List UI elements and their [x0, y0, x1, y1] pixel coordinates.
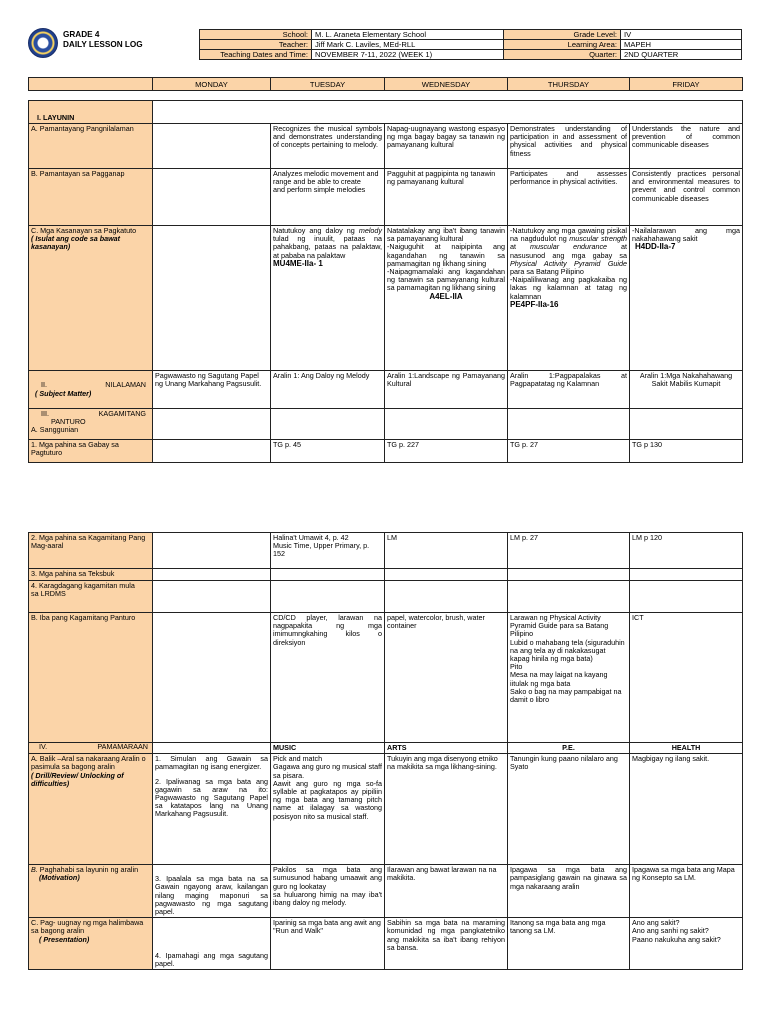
cell-monday — [153, 754, 271, 865]
kagamitang-label: KAGAMITANG — [98, 409, 146, 418]
cell-tuesday — [271, 409, 385, 440]
cell-thursday: Itanong sa mga bata ang mga tanong sa LM. — [508, 918, 630, 970]
school-value: M. L. Araneta Elementary School — [312, 30, 504, 40]
row-label-mga-kasanayan — [29, 226, 153, 371]
cell-friday — [630, 409, 743, 440]
cell-monday — [153, 124, 271, 169]
pag-uugnay-label: C. Pag- uugnay ng mga halimbawa sa bagong aralin — [31, 918, 144, 936]
kasanayan-thu-text-4: para sa Batang Pilipino -Naipaliliwanag ang pagkakaiba ng lakas ng kalamnan at tatag ng kalamnan — [510, 267, 627, 301]
subject-pe: P.E. — [508, 743, 630, 754]
balik-aral-note: ( Drill/Review/ Unlocking of difficulties) — [31, 770, 124, 788]
cell-thursday — [508, 226, 630, 371]
cell-tuesday: Iparinig sa mga bata ang awit ang "Run and Walk" — [271, 918, 385, 970]
cell-wednesday — [385, 409, 508, 440]
kagamitang-label-2: PANTURO — [51, 417, 86, 427]
quarter-value: 2ND QUARTER — [621, 50, 742, 60]
subject-music: MUSIC — [271, 743, 385, 754]
cell-monday: 3. Ipaalala sa mga bata na sa Gawain ngayong araw, kailangan nilang maging maponuri sa pagwawasto ng mga sagutang papel. — [153, 865, 271, 918]
grade-level-value: IV — [621, 30, 742, 40]
pag-uugnay-note: ( Presentation) — [39, 934, 90, 944]
cell-friday — [630, 569, 743, 581]
cell-tuesday — [271, 226, 385, 371]
day-wednesday: WEDNESDAY — [385, 78, 508, 91]
row-label-kagamitang-pang-mag-aaral: 2. Mga pahina sa Kagamitang Pang Mag-aaral — [29, 533, 153, 569]
kagamitang-num: III. — [41, 409, 49, 418]
kasanayan-note: ( Isulat ang code sa bawat kasanayan) — [31, 234, 121, 252]
row-label-nilalaman — [29, 371, 153, 409]
days-corner — [29, 78, 153, 91]
pamamaraan-num: IV. — [39, 742, 48, 751]
cell-wednesday: Ilarawan ang bawat larawan na na makikita. — [385, 865, 508, 918]
cell-monday: 4. Ipamahagi ang mga sagutang papel. — [153, 918, 271, 970]
kasanayan-thu-strength: muscular strength — [569, 234, 627, 244]
row-label-balik-aral — [29, 754, 153, 865]
kasanayan-wed-text: Natatalakay ang iba't ibang tanawin sa pamayanang kultural -Naiguguhit at naipipinta ang kagandahan ng tanawin sa pamamagitan ng likhang sining -Naipagmamalaki ang kagandahan ng tanawin sa pamayanang kultural sa pamamagitan ng likhang sining — [387, 226, 505, 293]
cell-friday: TG p 130 — [630, 440, 743, 463]
cell-wednesday: Napag-uugnayang wastong espasyo ng mga bagay bagay sa tanawin ng pamayanang kultural — [385, 124, 508, 169]
cell-wednesday — [385, 569, 508, 581]
cell-thursday: Ipagawa sa mga bata ang pampasiglang gawain na ginawa sa mga nakaraang aralin — [508, 865, 630, 918]
cell-friday: Consistently practices personal and environmental measures to prevent and control common communicable diseases — [630, 169, 743, 226]
cell-monday — [153, 569, 271, 581]
cell-monday — [153, 226, 271, 371]
kasanayan-thu-text: -Natutukoy ang mga gawaing pisikal na nagdudulot ng — [510, 226, 627, 244]
cell-monday: Pagwawasto ng Sagutang Papel ng Unang Markahang Pagsusulit. — [153, 371, 271, 409]
cell-tuesday: Pakilos sa mga bata ang sumusunod habang umaawit ang guro ng lookatay sa huluarong himig na may iba't ibang daloy ng melody. — [271, 865, 385, 918]
sanggunian-label: A. Sanggunian — [31, 425, 79, 435]
cell-tuesday: Aralin 1: Ang Daloy ng Melody — [271, 371, 385, 409]
cell-tuesday: Analyzes melodic movement and range and be able to create and perform simple melodies — [271, 169, 385, 226]
cell-thursday — [508, 569, 630, 581]
cell-wednesday: LM — [385, 533, 508, 569]
cell-tuesday: Pick and match Gagawa ang guro ng musical staff sa pisara. Aawit ang guro ng mga so-fa syllable at pagkatapos ay pipiliin ng mga bata ang tamang pitch name at ilalagay sa wastong posisyon nito sa musical staff. — [271, 754, 385, 865]
nilalaman-num: II. — [41, 380, 47, 390]
cell-friday: ICT — [630, 613, 743, 743]
cell-monday — [153, 409, 271, 440]
monday-step-1: 1. Simulan ang Gawain sa pamamagitan ng isang energizer. — [155, 754, 268, 772]
cell-wednesday: papel, watercolor, brush, water container — [385, 613, 508, 743]
cell-wednesday: Aralin 1:Landscape ng Pamayanang Kultural — [385, 371, 508, 409]
deped-seal — [28, 28, 58, 58]
kasanayan-tue-melody: melody — [358, 226, 382, 235]
code-tuesday: MU4ME-IIa- 1 — [273, 258, 323, 268]
monday-step-2: 2. Ipaliwanag sa mga bata ang gagawin sa araw na ito: Pagwawasto ng Sagutang Papel sa katatapos lang na Unang Markahang Pagsusulit. — [155, 776, 268, 819]
paghahabi-note: (Motivation) — [39, 873, 80, 883]
learning-area-label: Learning Area: — [504, 40, 621, 50]
row-label-pag-uugnay — [29, 918, 153, 970]
cell-monday — [153, 533, 271, 569]
cell-friday: LM p 120 — [630, 533, 743, 569]
row-label-pamantayan-sa-pagganap: B. Pamantayan sa Pagganap — [29, 169, 153, 226]
subject-health: HEALTH — [630, 743, 743, 754]
cell-wednesday: Tukuyin ang mga disenyong etniko na makikita sa mga likhang-sining. — [385, 754, 508, 865]
code-thursday: PE4PF-IIa-16 — [510, 299, 559, 309]
row-label-pamantayang-pangnilalaman: A. Pamantayang Pangnilalaman — [29, 124, 153, 169]
cell-thursday: Participates and assesses performance in physical activities. — [508, 169, 630, 226]
row-label-paghahabi — [29, 865, 153, 918]
cell-tuesday — [271, 581, 385, 613]
kasanayan-thu-pyramid: Physical Activity Pyramid Guide — [510, 258, 627, 268]
cell-monday — [153, 581, 271, 613]
cell-thursday: TG p. 27 — [508, 440, 630, 463]
kasanayan-label: C. Mga Kasanayan sa Pagkatuto — [31, 226, 137, 235]
cell-tuesday: TG p. 45 — [271, 440, 385, 463]
day-friday: FRIDAY — [630, 78, 743, 91]
cell-monday — [153, 743, 271, 754]
log-title: DAILY LESSON LOG — [63, 40, 143, 49]
cell-thursday: Demonstrates understanding of participation in and assessment of physical activities and physical fitness — [508, 124, 630, 169]
cell-friday: Ano ang sakit? Ano ang sanhi ng sakit? Paano nakukuha ang sakit? — [630, 918, 743, 970]
cell-thursday: Larawan ng Physical Activity Pyramid Guide para sa Batang Pilipino Lubid o mahabang tela (siguraduhin na ang tela ay di nakakasugat kapag hinila ng mga bata) Pito Mesa na may laigat na kayang iitulak ng mga bata Sako o bag na may pampabigat na damit o libro — [508, 613, 630, 743]
row-label-iba-pang-kagamitan: B. Iba pang Kagamitang Panturo — [29, 613, 153, 743]
header-info-table — [199, 29, 742, 60]
kasanayan-thu-text-2: at — [510, 242, 530, 252]
cell-monday — [153, 613, 271, 743]
cell-friday: Aralin 1:Mga Nakahahawang Sakit Mabilis Kumapit — [630, 371, 743, 409]
row-label-pamamaraan — [29, 743, 153, 754]
cell-tuesday — [271, 569, 385, 581]
teacher-value: Jiff Mark C. Laviles, MEd-RLL — [312, 40, 504, 50]
cell-monday — [153, 440, 271, 463]
grade-level-label: Grade Level: — [504, 30, 621, 40]
layunin-blank — [153, 101, 743, 124]
day-monday: MONDAY — [153, 78, 271, 91]
cell-thursday: LM p. 27 — [508, 533, 630, 569]
teacher-label: Teacher: — [200, 40, 312, 50]
kasanayan-tue-text: Natutukoy ang daloy ng — [273, 226, 359, 235]
cell-tuesday: CD/CD player, larawan na nagpapakita ng mga imimumngkahing kilos o direksiyon — [271, 613, 385, 743]
cell-thursday — [508, 409, 630, 440]
cell-thursday: Tanungin kung paano nilalaro ang Syato — [508, 754, 630, 865]
lesson-plan-table-1 — [28, 100, 743, 463]
dates-value: NOVEMBER 7-11, 2022 (WEEK 1) — [312, 50, 504, 60]
cell-wednesday — [385, 581, 508, 613]
cell-thursday: Aralin 1:Pagpapalakas at Pagpapatatag ng Kalamnan — [508, 371, 630, 409]
day-tuesday: TUESDAY — [271, 78, 385, 91]
pamamaraan-label: PAMAMARAAN — [97, 742, 148, 751]
cell-wednesday — [385, 226, 508, 371]
days-header-row — [28, 77, 743, 91]
paghahabi-label: Paghahabi sa layunin ng aralin — [37, 865, 139, 875]
subject-arts: ARTS — [385, 743, 508, 754]
nilalaman-note: ( Subject Matter) — [35, 388, 92, 398]
deped-seal-icon — [28, 28, 58, 58]
kasanayan-thu-text-3: at nasusunod ang mga gabay sa — [510, 242, 627, 260]
cell-tuesday: Recognizes the musical symbols and demonstrates understanding of concepts pertaining to melody. — [271, 124, 385, 169]
code-friday: H4DD-IIa-7 — [635, 242, 676, 252]
school-label: School: — [200, 30, 312, 40]
grade-line: GRADE 4 — [63, 30, 100, 39]
day-thursday: THURSDAY — [508, 78, 630, 91]
paghahabi-prefix: B. — [31, 865, 38, 875]
row-label-lrdms: 4. Karagdagang kagamitan mula sa LRDMS — [29, 581, 153, 613]
row-label-kagamitang-panturo — [29, 409, 153, 440]
kasanayan-tue-text-2: tulad ng inuulit, pataas na pahakbang, pataas na palaktaw, at pababa na palaktaw — [273, 234, 382, 260]
cell-friday: Magbigay ng ilang sakit. — [630, 754, 743, 865]
quarter-label: Quarter: — [504, 50, 621, 60]
lesson-plan-table-2 — [28, 532, 743, 970]
row-label-teksbuk: 3. Mga pahina sa Teksbuk — [29, 569, 153, 581]
cell-thursday — [508, 581, 630, 613]
cell-friday: Understands the nature and prevention of common communicable diseases — [630, 124, 743, 169]
cell-friday — [630, 581, 743, 613]
kasanayan-fri-text: -Nailalarawan ang mga nakahahawang sakit — [632, 226, 740, 244]
cell-wednesday: Sabihin sa mga bata na maraming komunidad ng mga pangkatetniko ang makikita sa iba't ibang rehiyon sa bansa. — [385, 918, 508, 970]
row-label-gabay-sa-pagtuturo: 1. Mga pahina sa Gabay sa Pagtuturo — [29, 440, 153, 463]
layunin-heading: I. LAYUNIN — [29, 101, 153, 124]
cell-wednesday: Pagguhit at pagpipinta ng tanawin ng pamayanang kultural — [385, 169, 508, 226]
lesson-log-title — [63, 30, 143, 50]
code-wednesday: A4EL-IIA — [429, 291, 463, 301]
cell-wednesday: TG p. 227 — [385, 440, 508, 463]
balik-aral-label: A. Balik –Aral sa nakaraang Aralin o pasimula sa bagong aralin — [31, 754, 146, 772]
cell-friday — [630, 226, 743, 371]
kasanayan-thu-endurance: muscular endurance — [529, 242, 608, 252]
cell-friday: Ipagawa sa mga bata ang Mapa ng Konsepto sa LM. — [630, 865, 743, 918]
learning-area-value: MAPEH — [621, 40, 742, 50]
dates-label: Teaching Dates and Time: — [200, 50, 312, 60]
cell-tuesday: Halina't Umawit 4, p. 42 Music Time, Upper Primary, p. 152 — [271, 533, 385, 569]
cell-monday — [153, 169, 271, 226]
nilalaman-label: NILALAMAN — [105, 380, 146, 390]
